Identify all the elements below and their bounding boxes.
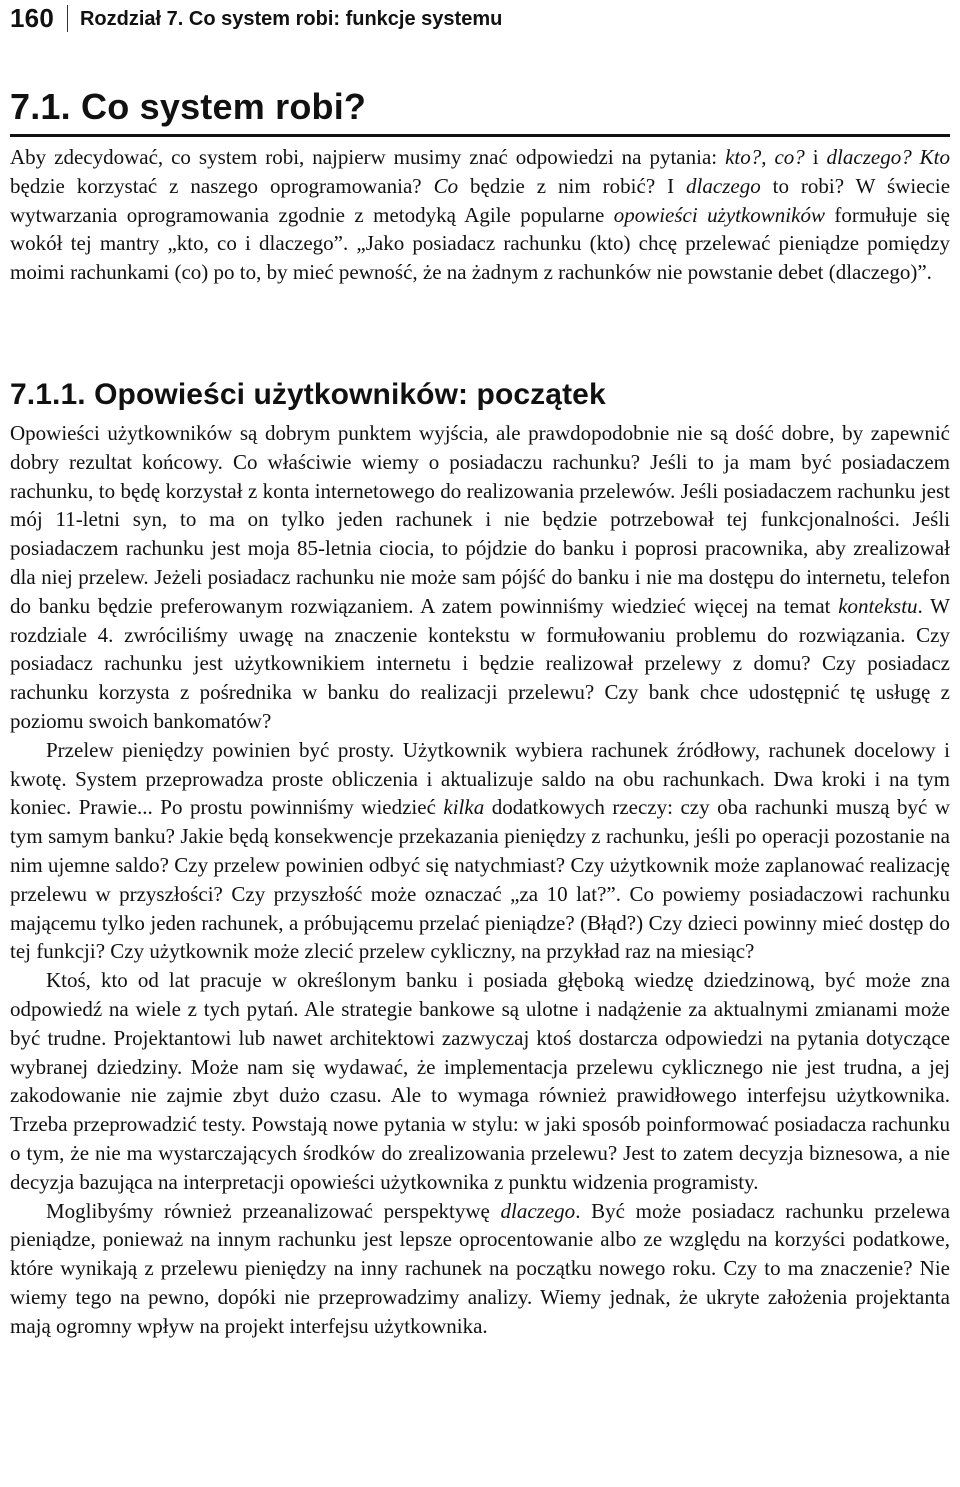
section-heading: 7.1. Co system robi? (10, 86, 367, 127)
body-paragraph: Opowieści użytkowników są dobrym punktem wyjścia, ale prawdopodobnie nie są dość dobre, by zapewnić dobry rezultat końcowy. Co właściwie wiemy o posiadaczu rachunku? Jeśli to ja mam być posiadaczem rachunku, to będę korzystał z konta internetowego do realizowania przelewów. Jeśli posiadaczem rachunku jest mój 11-letni syn, to ma on tylko jeden rachunek i nie będzie potrzebował tej funkcjonalności. Jeśli posiadaczem rachunku jest moja 85-letnia ciocia, to pójdzie do banku i poprosi pracownika, aby zrealizował dla niej przelew. Jeżeli posiadacz rachunku nie może sam pójść do banku i nie ma dostępu do internetu, telefon do banku będzie preferowanym rozwiązaniem. A zatem powinniśmy wiedzieć więcej na temat kontekstu. W rozdziale 4. zwróciliśmy uwagę na znaczenie kontekstu w formułowaniu problemu do rozwiązania. Czy posiadacz rachunku jest użytkownikiem internetu i będzie realizował przelewy z domu? Czy posiadacz rachunku korzysta z pośrednika w banku do realizacji przelewu? Czy bank chce udostępnić tę usługę z poziomu swoich bankomatów? (10, 421, 950, 733)
running-head (10, 3, 502, 33)
header-divider (67, 5, 68, 32)
intro-text (10, 143, 950, 287)
intro-paragraph: Aby zdecydować, co system robi, najpierw musimy znać odpowiedzi na pytania: kto?, co? i dlaczego? Kto będzie korzystać z naszego oprogramowania? Co będzie z nim robić? I dlaczego to robi? W świecie wytwarzania oprogramowania zgodnie z metodyką Agile popularne opowieści użytkowników formułuje się wokół tej mantry „kto, co i dlaczego”. „Jako posiadacz rachunku (kto) chcę przelewać pieniądze pomiędzy moimi rachunkami (co) po to, by mieć pewność, że na żadnym z rachunków nie powstanie debet (dlaczego)”. (10, 145, 951, 285)
chapter-title: Rozdział 7. Co system robi: funkcje systemu (79, 7, 503, 30)
heading-rule (10, 134, 950, 137)
body-paragraph: Moglibyśmy również przeanalizować perspektywę dlaczego. Być może posiadacz rachunku przelewa pieniądze, ponieważ na innym rachunku jest lepsze oprocentowanie albo ze względu na korzyści podatkowe, które wynikają z przelewu pieniędzy na inny rachunek na początku nowego roku. Czy to ma znaczenie? Nie wiemy tego na pewno, dopóki nie przeprowadzimy analizy. Wiemy jednak, że ukryte założenia projektanta mają ogromny wpływ na projekt interfejsu użytkownika. (10, 1198, 950, 1338)
page-number: 160 (10, 2, 54, 33)
main-text (10, 419, 950, 1341)
body-paragraph: Przelew pieniędzy powinien być prosty. Użytkownik wybiera rachunek źródłowy, rachunek docelowy i kwotę. System przeprowadza proste obliczenia i aktualizuje saldo na obu rachunkach. Dwa kroki i na tym koniec. Prawie... Po prostu powinniśmy wiedzieć kilka dodatkowych rzeczy: czy oba rachunki muszą być w tym samym banku? Jakie będą konsekwencje przekazania pieniędzy z rachunku, jeśli po operacji pozostanie na nim ujemne saldo? Czy przelew powinien odbyć się natychmiast? Czy użytkownik może zaplanować realizację przelewu w przyszłości? Czy przyszłość może oznaczać „za 10 lat?”. Co powiemy posiadaczowi rachunku mającemu tylko jeden rachunek, a próbującemu przelać pieniądze? (Błąd?) Czy dzieci powinny mieć dostęp do tej funkcji? Czy użytkownik może zlecić przelew cykliczny, na przykład raz na miesiąc? (10, 737, 950, 964)
body-paragraph: Ktoś, kto od lat pracuje w określonym banku i posiada głęboką wiedzę dziedzinową, być może zna odpowiedź na wiele z tych pytań. Ale strategie bankowe są ulotne i nadążenie za aktualnymi zmianami może być trudne. Projektantowi lub nawet architektowi zazwyczaj ktoś dostarcza odpowiedzi na pytania dotyczące wybranej dziedziny. Może nam się wydawać, że implementacja przelewu cyklicznego nie jest trudna, a jej zakodowanie nie zajmie zbyt dużo czasu. Ale to wymaga również prawidłowego interfejsu użytkownika. Trzeba przeprowadzić testy. Powstają nowe pytania w stylu: w jaki sposób poinformować posiadacza rachunku o tym, że nie ma wystarczających środków do zrealizowania przelewu? Jest to zatem decyzja biznesowa, a nie decyzja bazująca na interpretacji opowieści użytkownika z punktu widzenia programisty. (10, 968, 950, 1194)
subsection-heading: 7.1.1. Opowieści użytkowników: początek (10, 378, 606, 411)
